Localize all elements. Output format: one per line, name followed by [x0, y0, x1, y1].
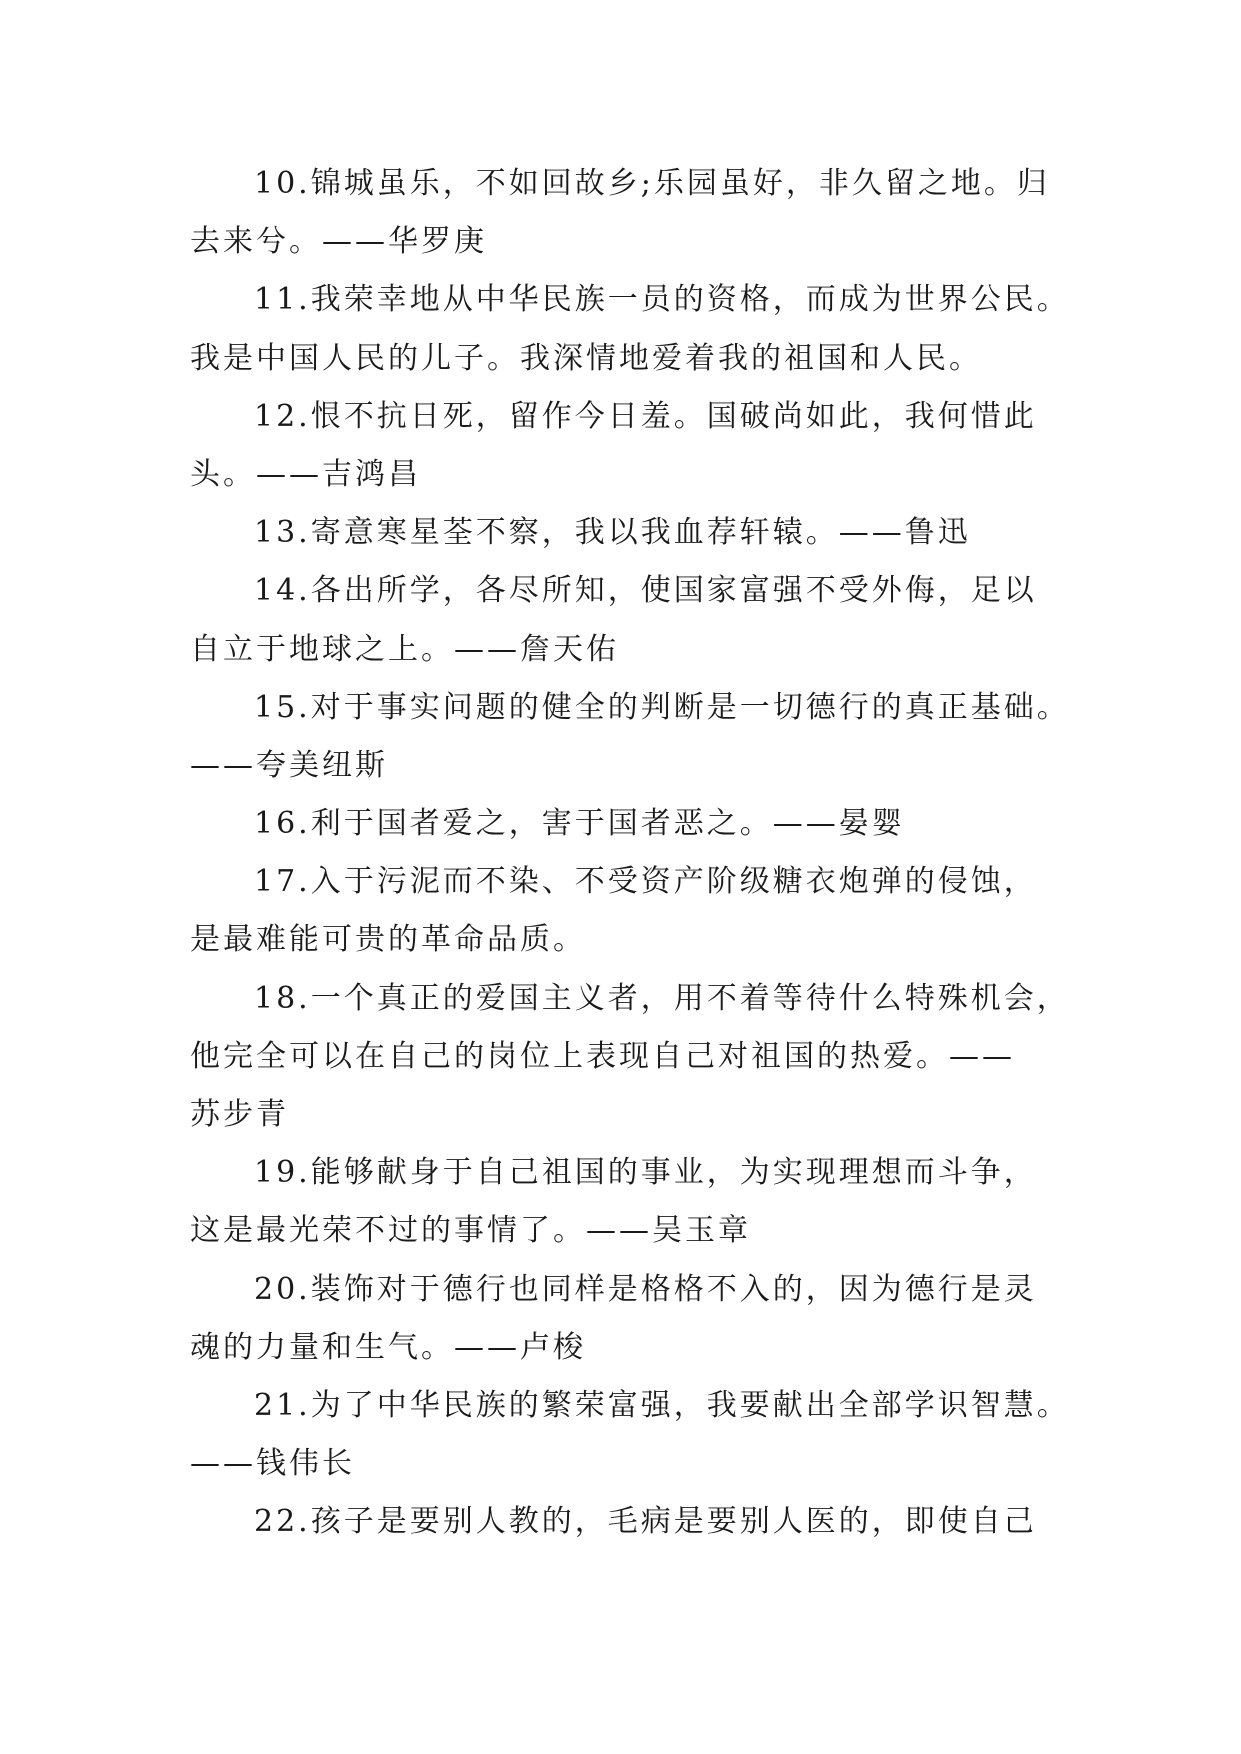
text-line: 14.各出所学，各尽所知，使国家富强不受外侮，足以 — [254, 573, 1037, 609]
text-line: 自立于地球之上。——詹天佑 — [190, 631, 619, 667]
text-line: 苏步青 — [190, 1097, 289, 1132]
text-line: 这是最光荣不过的事情了。——吴玉章 — [190, 1213, 751, 1249]
text-line: 是最难能可贵的革命品质。 — [190, 922, 586, 958]
text-line: ——夸美纽斯 — [190, 747, 388, 783]
text-line: ——钱伟长 — [190, 1446, 355, 1482]
text-line: 去来兮。——华罗庚 — [190, 224, 487, 260]
text-line: 魂的力量和生气。——卢梭 — [190, 1329, 586, 1365]
text-line: 19.能够献身于自己祖国的事业，为实现理想而斗争， — [254, 1155, 1037, 1191]
document-page — [190, 155, 1070, 1552]
text-line: 20.装饰对于德行也同样是格格不入的，因为德行是灵 — [254, 1271, 1037, 1307]
text-line: 我是中国人民的儿子。我深情地爱着我的祖国和人民。 — [190, 340, 982, 376]
text-line: 17.入于污泥而不染、不受资产阶级糖衣炮弹的侵蚀， — [254, 864, 1037, 900]
text-line: 13.寄意寒星荃不察，我以我血荐轩辕。——鲁迅 — [254, 515, 971, 551]
text-line: 11.我荣幸地从中华民族一员的资格，而成为世界公民。 — [254, 282, 1070, 318]
text-line: 10.锦城虽乐，不如回故乡;乐园虽好，非久留之地。归 — [254, 166, 1050, 201]
text-line: 22.孩子是要别人教的，毛病是要别人医的，即使自己 — [254, 1504, 1037, 1540]
text-line: 18.一个真正的爱国主义者，用不着等待什么特殊机会， — [254, 980, 1070, 1016]
text-line: 头。——吉鸿昌 — [190, 456, 421, 492]
text-line: 16.利于国者爱之，害于国者恶之。——晏婴 — [254, 806, 905, 842]
text-line: 12.恨不抗日死，留作今日羞。国破尚如此，我何惜此 — [254, 398, 1037, 434]
text-line: 15.对于事实问题的健全的判断是一切德行的真正基础。 — [254, 689, 1070, 725]
text-line: 他完全可以在自己的岗位上表现自己对祖国的热爱。—— — [190, 1038, 1015, 1074]
text-line: 21.为了中华民族的繁荣富强，我要献出全部学识智慧。 — [254, 1387, 1070, 1423]
